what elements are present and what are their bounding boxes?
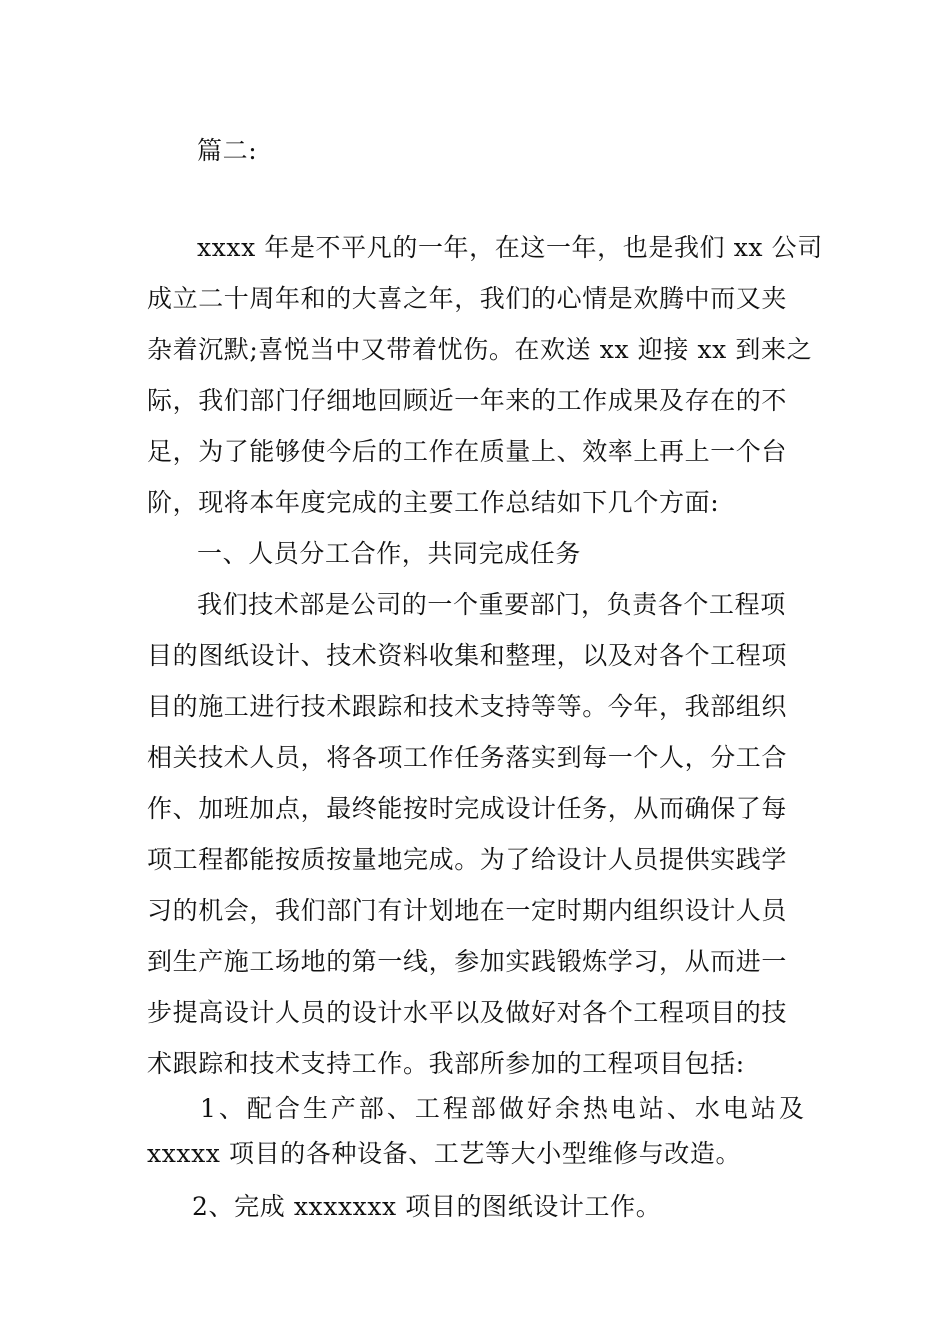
paragraph-line: 项工程都能按质按量地完成。为了给设计人员提供实践学 <box>147 845 788 874</box>
paragraph-line: 际，我们部门仔细地回顾近一年来的工作成果及存在的不 <box>147 386 788 415</box>
subsection-heading: 一、人员分工合作，共同完成任务 <box>197 539 582 568</box>
paragraph-line: 到生产施工场地的第一线，参加实践锻炼学习，从而进一 <box>147 947 788 976</box>
list-item: 2、完成 xxxxxxx 项目的图纸设计工作。 <box>192 1192 662 1221</box>
list-item-continuation: xxxxx 项目的各种设备、工艺等大小型维修与改造。 <box>147 1139 742 1168</box>
paragraph-line: 成立二十周年和的大喜之年，我们的心情是欢腾中而又夹 <box>147 284 788 313</box>
paragraph-line: 习的机会，我们部门有计划地在一定时期内组织设计人员 <box>147 896 788 925</box>
paragraph-line: 相关技术人员，将各项工作任务落实到每一个人，分工合 <box>147 743 788 772</box>
paragraph-line: 阶，现将本年度完成的主要工作总结如下几个方面: <box>147 488 720 517</box>
paragraph-line: 足，为了能够使今后的工作在质量上、效率上再上一个台 <box>147 437 788 466</box>
paragraph-line: 作、加班加点，最终能按时完成设计任务，从而确保了每 <box>147 794 788 823</box>
paragraph-line: 杂着沉默;喜悦当中又带着忧伤。在欢送 xx 迎接 xx 到来之 <box>147 335 813 364</box>
paragraph-line: 术跟踪和技术支持工作。我部所参加的工程项目包括: <box>147 1049 745 1078</box>
paragraph-line: xxxx 年是不平凡的一年，在这一年，也是我们 xx 公司 <box>197 233 823 262</box>
paragraph-line: 目的施工进行技术跟踪和技术支持等等。今年，我部组织 <box>147 692 788 721</box>
list-item: 1、配合生产部、工程部做好余热电站、水电站及 <box>200 1094 807 1123</box>
section-heading: 篇二: <box>197 136 258 165</box>
paragraph-line: 步提高设计人员的设计水平以及做好对各个工程项目的技 <box>147 998 788 1027</box>
paragraph-line: 我们技术部是公司的一个重要部门，负责各个工程项 <box>197 590 786 619</box>
paragraph-line: 目的图纸设计、技术资料收集和整理，以及对各个工程项 <box>147 641 788 670</box>
